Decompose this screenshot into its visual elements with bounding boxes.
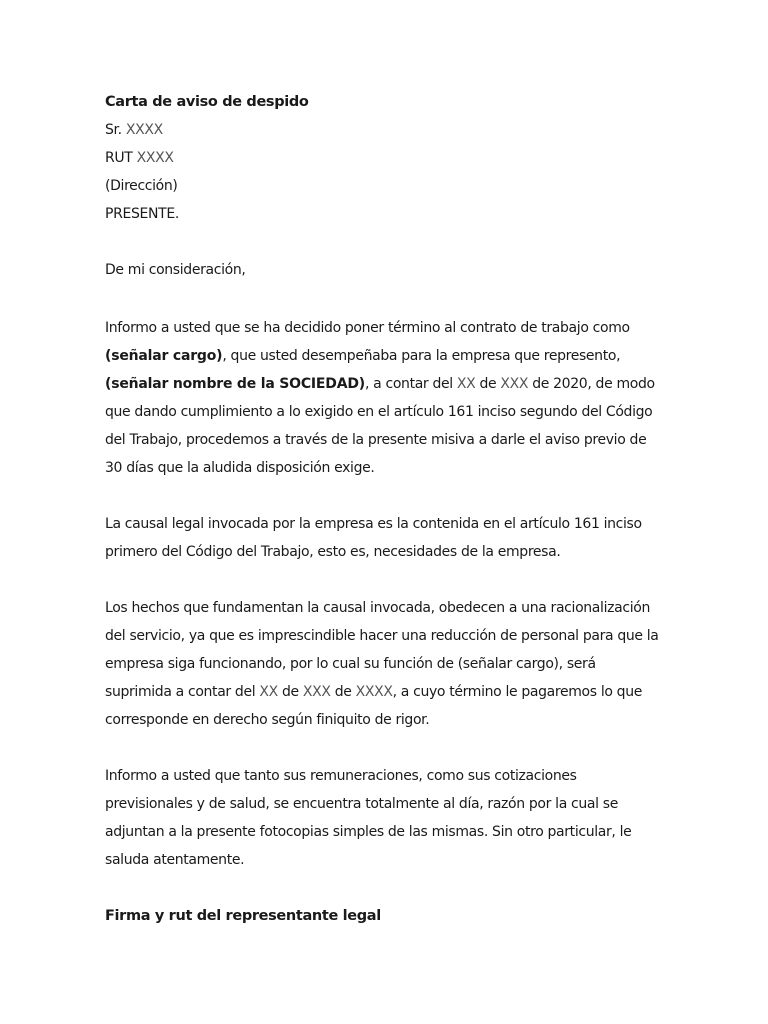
paragraph-line: corresponde en derecho según finiquito de rigor.: [105, 712, 430, 728]
letter-title: Carta de aviso de despido: [105, 94, 309, 110]
paragraph-line: previsionales y de salud, se encuentra totalmente al día, razón por la cual se: [105, 796, 618, 812]
position-placeholder: (señalar cargo): [105, 348, 223, 364]
paragraph-line: [105, 342, 675, 370]
recipient-rut-line: [105, 144, 675, 172]
recipient-rut-label: RUT: [105, 150, 133, 166]
paragraph-closing: [105, 762, 675, 874]
recipient-name-line: [105, 116, 675, 144]
paragraph-line: Los hechos que fundamentan la causal invocada, obedecen a una racionalización: [105, 600, 650, 616]
day-placeholder: XX: [456, 376, 476, 392]
paragraph-text: de: [277, 684, 303, 700]
recipient-address: (Dirección): [105, 178, 178, 194]
recipient-present: PRESENTE.: [105, 206, 179, 222]
spacer: [105, 734, 675, 762]
paragraph-line: [105, 678, 675, 706]
paragraph-legal-cause: [105, 510, 675, 566]
spacer: [105, 482, 675, 510]
letter-body: [105, 88, 675, 930]
recipient-prefix: Sr.: [105, 122, 122, 138]
paragraph-line: [105, 370, 675, 398]
paragraph-line: adjuntan a la presente fotocopias simples de las mismas. Sin otro particular, le: [105, 824, 632, 840]
paragraph-facts: [105, 594, 675, 734]
paragraph-line: empresa siga funcionando, por lo cual su función de (señalar cargo), será: [105, 656, 596, 672]
paragraph-text: , a cuyo término le pagaremos lo que: [392, 684, 642, 700]
month-placeholder: XXX: [302, 684, 331, 700]
paragraph-text: , que usted desempeñaba para la empresa que represento,: [222, 348, 621, 364]
spacer: [105, 228, 675, 256]
salutation: De mi consideración,: [105, 262, 246, 278]
paragraph-text: de: [330, 684, 356, 700]
signature-line: Firma y rut del representante legal: [105, 908, 381, 924]
day-placeholder: XX: [259, 684, 278, 700]
paragraph-line: del servicio, ya que es imprescindible hacer una reducción de personal para que la: [105, 628, 659, 644]
paragraph-text: suprimida a contar del: [105, 684, 260, 700]
recipient-rut-placeholder: XXXX: [136, 150, 174, 166]
year-placeholder: XXXX: [355, 684, 393, 700]
paragraph-text: , a contar del: [364, 376, 457, 392]
paragraph-line: que dando cumplimiento a lo exigido en el artículo 161 inciso segundo del Código: [105, 404, 653, 420]
paragraph-line: primero del Código del Trabajo, esto es, necesidades de la empresa.: [105, 544, 561, 560]
paragraph-text: de: [475, 376, 501, 392]
paragraph-line: La causal legal invocada por la empresa es la contenida en el artículo 161 inciso: [105, 516, 642, 532]
paragraph-line: 30 días que la aludida disposición exige.: [105, 460, 375, 476]
spacer: [105, 874, 675, 902]
paragraph-line: del Trabajo, procedemos a través de la presente misiva a darle el aviso previo de: [105, 432, 647, 448]
spacer: [105, 284, 675, 312]
month-placeholder: XXX: [500, 376, 529, 392]
recipient-name-placeholder: XXXX: [125, 122, 163, 138]
paragraph-text: de 2020, de modo: [528, 376, 655, 392]
paragraph-notice: [105, 314, 675, 482]
company-placeholder: (señalar nombre de la SOCIEDAD): [105, 376, 365, 392]
paragraph-line: Informo a usted que tanto sus remuneraciones, como sus cotizaciones: [105, 768, 577, 784]
paragraph-line: Informo a usted que se ha decidido poner término al contrato de trabajo como: [105, 320, 630, 336]
paragraph-line: saluda atentamente.: [105, 852, 245, 868]
spacer: [105, 566, 675, 594]
